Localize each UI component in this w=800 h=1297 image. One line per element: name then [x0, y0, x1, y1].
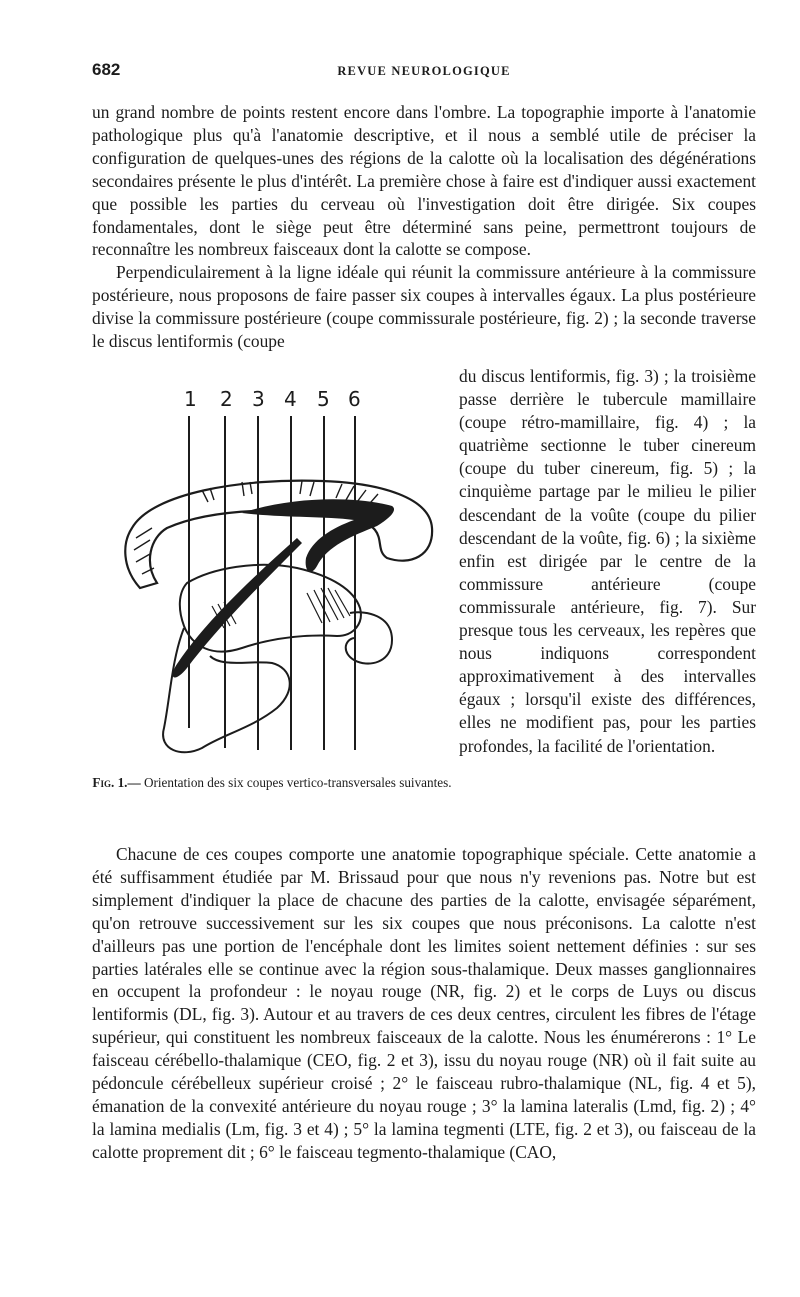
fornix-shape	[242, 499, 394, 572]
brain-section-diagram	[92, 378, 452, 768]
bottom-text-block	[92, 843, 756, 1164]
figure-caption-text: Orientation des six coupes vertico-transversales suivantes.	[143, 775, 452, 790]
cut-label-3: 3	[252, 387, 265, 411]
cut-label-6: 6	[348, 387, 361, 411]
paragraph-3: Chacune de ces coupes comporte une anatomie topographique spéciale. Cette anatomie a été suffisamment étudiée par M. Brissaud pour que nous n'y revenions pas. Notre but est simplement d'indiquer la place de chacune des parties de la calotte, envisagée séparément, qu'on retrouve successivement sur les six coupes que nous préconisons. La calotte n'est d'ailleurs pas une portion de l'encéphale dont les limites soient nettement définies : sur ses parties latérales elle se continue avec la région sous-thalamique. Deux masses ganglionnaires en occupent la profondeur : le noyau rouge (NR, fig. 2) et le corps de Luys ou discus lentiformis (DL, fig. 3). Autour et au travers de ces deux centres, circulent les fibres de l'étage supérieur, qui constituent les nombreux faisceaux de la calotte. Nous les énumérerons : 1° Le faisceau cérébello-thalamique (CEO, fig. 2 et 3), issu du noyau rouge (NR) où il fait suite au pédoncule cérébelleux supérieur croisé ; 2° le faisceau rubro-thalamique (NL, fig. 4 et 5), émanation de la convexité antérieure du noyau rouge ; 3° la lamina lateralis (Lmd, fig. 2) ; 4° la lamina medialis (Lm, fig. 3 et 4) ; 5° la lamina tegmenti (LTE, fig. 2 et 3), ou faisceau de la calotte proprement dit ; 6° le faisceau tegmento-thalamique (CAO,	[92, 844, 756, 1162]
paragraph-1: un grand nombre de points restent encore dans l'ombre. La topographie importe à l'anatomie pathologique plus qu'à l'anatomie descriptive, et il nous a semblé utile de préciser la configuration de quelques-unes des régions de la calotte où la localisation des dégénérations secondaires présente le plus d'intérêt. La première chose à faire est d'indiquer aussi exactement que possible les parties du cerveau où l'investigation doit être dirigée. Six coupes fondamentales, dont le siège peut être déterminé sans peine, permettront toujours de reconnaître les nombreux faisceaux dont la calotte se compose.	[92, 102, 756, 260]
cut-label-5: 5	[317, 387, 330, 411]
side-paragraph: du discus lentiformis, fig. 3) ; la troisième passe derrière le tubercule mamillaire (coupe rétro-mamillaire, fig. 4) ; la quatrième sectionne le tuber cinereum (coupe du tuber cinereum, fig. 5) ; la cinquième partage par le milieu le pilier descendant de la voûte (coupe du pilier descendant de la voûte, fig. 6) ; la sixième enfin est dirigée par le centre de la commissure antérieure (coupe commissurale antérieure, fig. 7). Sur presque tous les cerveaux, les repères que nous indiquons correspondent approximativement à des intervalles égaux ; lorsqu'il existe des différences, elles ne modifient pas, pour les parties profondes, la facilité de l'orientation.	[459, 366, 756, 756]
cerebellum-outline	[346, 612, 392, 663]
corpus-callosum-shape	[125, 481, 432, 588]
paragraph-2: Perpendiculairement à la ligne idéale qui réunit la commissure antérieure à la commissure postérieure, nous proposons de faire passer six coupes à intervalles égaux. La plus postérieure divise la commissure postérieure (coupe commissurale postérieure, fig. 2) ; la seconde traverse le discus lentiformis (coupe	[92, 262, 756, 352]
cut-label-1: 1	[184, 387, 197, 411]
side-text-block	[459, 365, 756, 758]
running-title: REVUE NEUROLOGIQUE	[337, 64, 511, 78]
brainstem-outline	[163, 628, 290, 752]
top-text-block	[92, 101, 756, 353]
figure-caption-label: Fig. 1.—	[92, 775, 141, 790]
figure-1	[92, 378, 452, 838]
page-header	[92, 60, 756, 86]
cut-lines	[189, 416, 355, 750]
descending-tract-shape	[173, 538, 302, 678]
page-number: 682	[92, 60, 121, 79]
cut-label-2: 2	[220, 387, 233, 411]
cut-label-4: 4	[284, 387, 297, 411]
figure-caption	[92, 773, 452, 792]
